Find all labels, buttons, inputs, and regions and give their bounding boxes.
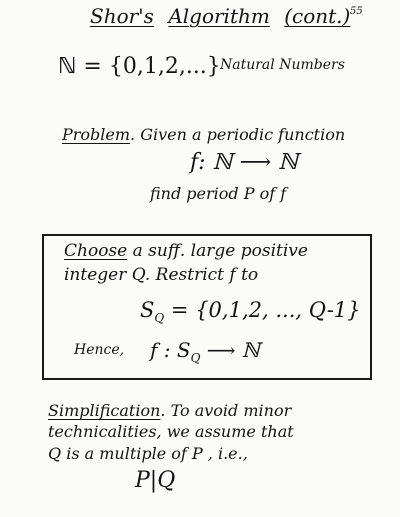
- page-number: 55: [350, 6, 363, 17]
- problem-text: . Given a periodic function: [130, 125, 346, 144]
- natural-numbers-set: = {0,1,2,...}: [83, 54, 221, 79]
- problem-heading: Problem: [62, 125, 131, 144]
- sq-subscript: Q: [154, 311, 165, 326]
- simplification-line1: [48, 403, 291, 419]
- sq-definition: [140, 300, 361, 324]
- natural-numbers-line: [58, 56, 221, 78]
- problem-find: find period P of f: [150, 184, 287, 203]
- problem-line: [62, 127, 345, 143]
- hence-codomain: ⟶ ℕ: [206, 338, 261, 362]
- natural-numbers-label: Natural Numbers: [220, 57, 345, 73]
- simplification-heading: Simplification: [48, 401, 161, 420]
- hence-label: Hence,: [74, 342, 125, 358]
- choose-line1: [64, 243, 308, 260]
- title-algorithm: Algorithm: [168, 4, 270, 28]
- title-cont: (cont.): [284, 4, 351, 28]
- sq-symbol: S: [140, 298, 155, 322]
- simplification-line2: technicalities, we assume that: [48, 422, 294, 441]
- hence-mapping: [150, 340, 260, 364]
- choose-line2: integer Q. Restrict f to: [64, 265, 259, 285]
- sq-set: = {0,1,2, ..., Q-1}: [170, 298, 361, 322]
- hence-f: f : S: [150, 338, 191, 362]
- natural-numbers-symbol: ℕ: [58, 54, 77, 79]
- simplification-line3: Q is a multiple of P , i.e.,: [48, 444, 248, 463]
- title: [90, 6, 350, 26]
- choose-text: a suff. large positive: [127, 241, 308, 261]
- choose-heading: Choose: [64, 241, 128, 261]
- title-shors: Shor's: [90, 4, 154, 28]
- simplification-text: . To avoid minor: [160, 401, 292, 420]
- hence-subscript: Q: [190, 351, 201, 365]
- divides-relation: P|Q: [135, 468, 176, 493]
- problem-mapping: f: ℕ ⟶ ℕ: [190, 150, 299, 175]
